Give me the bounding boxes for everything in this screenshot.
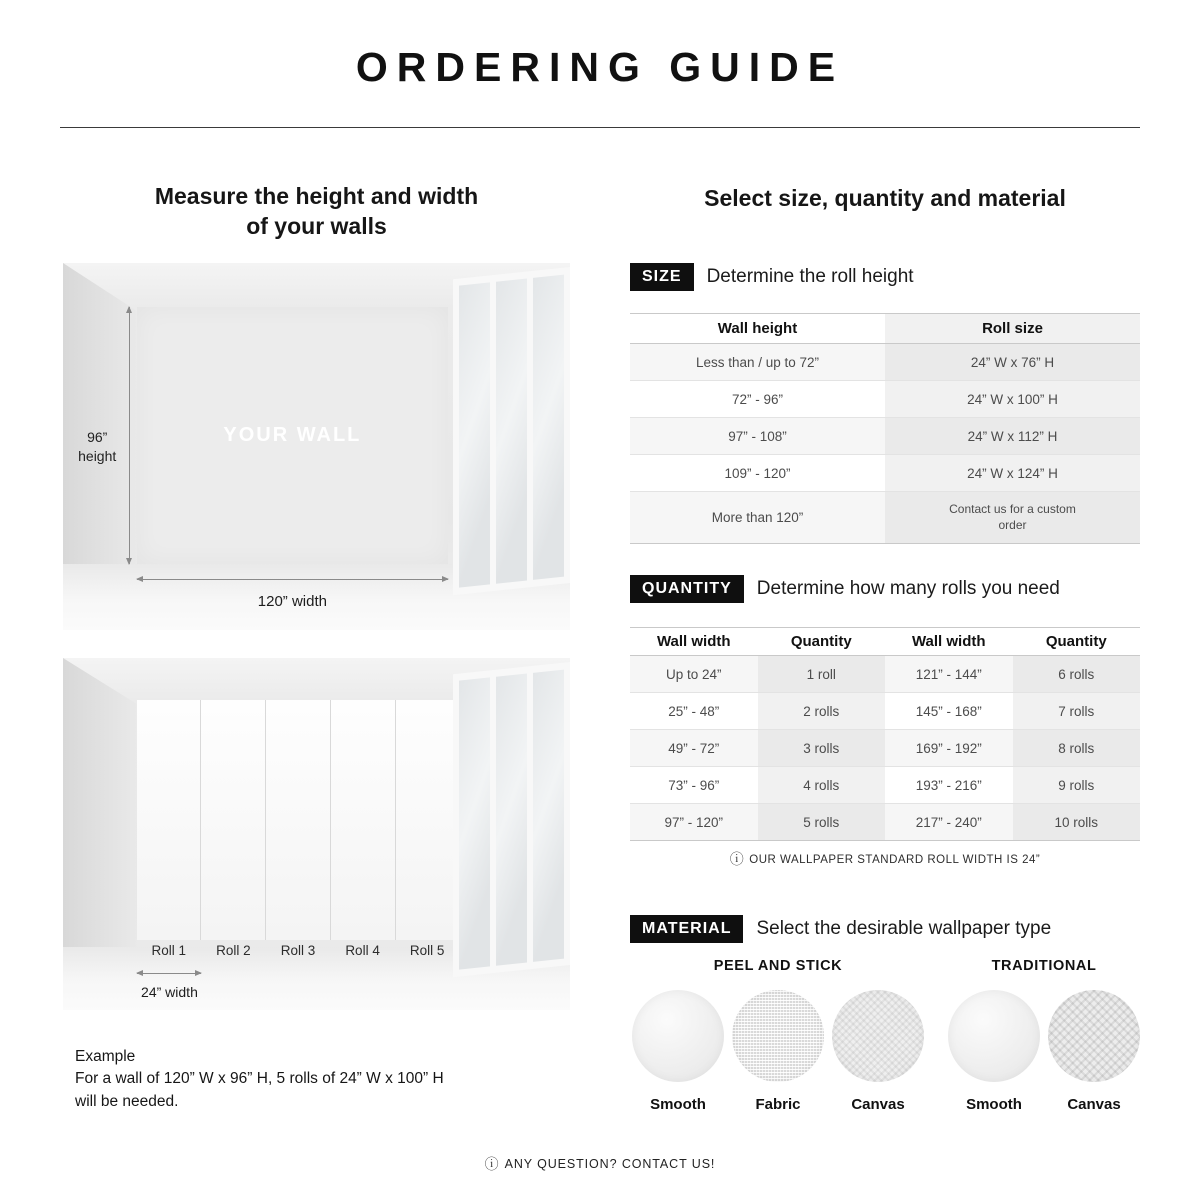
roll-label: Roll 4 [345,943,380,959]
swatch-label: Smooth [966,1096,1022,1113]
smooth-texture-icon [632,990,724,1082]
window-pane [459,677,490,969]
your-wall [137,307,449,564]
window-pane [533,669,564,961]
wallpaper-roll-panels [137,700,460,939]
size-table-row [630,381,1140,418]
size-table-row [630,455,1140,492]
wall-height-value: More than 120” [630,492,885,543]
size-table-row [630,492,1140,544]
wall-height-value: Less than / up to 72” [630,344,885,380]
roll-panel [331,700,396,939]
roll-panel [137,700,202,939]
room-windows [453,267,570,595]
wall-width-value: 193” - 216” [915,777,982,793]
quantity-table [630,627,1140,841]
footer-text: ANY QUESTION? CONTACT US! [504,1157,716,1171]
size-subtitle: Determine the roll height [706,266,914,287]
material-badge: MATERIAL [630,915,743,943]
size-table-row [630,344,1140,381]
roll-panel [201,700,266,939]
measure-heading [63,181,570,242]
standard-roll-width-note [630,849,1140,869]
width-dimension-line [137,579,449,580]
quantity-table-header [630,628,1140,656]
quantity-table-row [630,656,1140,693]
size-table-row [630,418,1140,455]
fabric-texture-icon [732,990,824,1082]
column-header-quantity: Quantity [790,633,852,650]
title-divider [60,127,1140,128]
quantity-table-row [630,730,1140,767]
swatch-smooth [630,990,726,1113]
quantity-value: 8 rolls [1013,730,1141,766]
smooth-texture-icon [948,990,1040,1082]
swatch-fabric [730,990,826,1113]
swatch-label: Canvas [1067,1096,1121,1113]
size-table-header [630,314,1140,344]
quantity-table-row [630,693,1140,730]
roll-label: Roll 5 [409,943,445,959]
select-heading: Select size, quantity and material [704,185,1066,211]
group-title: TRADITIONAL [991,958,1097,974]
room-windows [453,662,570,977]
quantity-value: 4 rolls [758,767,886,803]
example-title: Example [75,1048,136,1065]
column-header-wall-width: Wall width [911,633,986,650]
swatch-label: Fabric [755,1096,801,1113]
material-group-traditional [946,958,1142,1113]
quantity-value: 10 rolls [1013,804,1141,840]
note-text: OUR WALLPAPER STANDARD ROLL WIDTH IS 24” [749,854,1041,866]
quantity-table-row [630,804,1140,841]
canvas-texture-icon [832,990,924,1082]
wall-width-value: 97” - 120” [630,804,758,840]
room-illustration-rolls [63,658,570,1010]
window-pane [533,274,564,579]
wall-width-value: 49” - 72” [630,730,758,766]
roll-size-value: 24” W x 124” H [885,455,1140,491]
height-dimension-label [71,428,124,466]
example-line2: will be needed. [75,1092,179,1110]
roll-panel [396,700,460,939]
quantity-value: 3 rolls [758,730,886,766]
height-value: 96” [87,429,108,446]
wall-width-value: 217” - 240” [885,804,1013,840]
wall-width-value: 169” - 192” [885,730,1013,766]
measure-heading-line1: Measure the height and width [154,183,479,209]
column-header-quantity: Quantity [1045,633,1107,650]
page-title: ORDERING GUIDE [355,44,845,90]
wall-height-value: 109” - 120” [724,465,791,481]
roll-panel [266,700,331,939]
material-section-header [630,915,1051,943]
roll-label: Roll 2 [216,943,251,959]
swatch-label: Canvas [851,1096,905,1113]
wall-width-value: 121” - 144” [885,656,1013,692]
column-header-wall-width: Wall width [656,633,731,650]
column-header-roll-size: Roll size [885,314,1140,343]
window-pane [459,282,490,587]
height-word: height [78,448,117,465]
quantity-badge: QUANTITY [630,575,744,603]
example-line1: For a wall of 120” W x 96” H, 5 rolls of 24” W x 100” H [75,1070,444,1088]
wall-width-value: 25” - 48” [668,703,720,719]
swatch-canvas [830,990,926,1113]
canvas-texture-icon [1048,990,1140,1082]
material-group-peel-and-stick [630,958,926,1113]
swatch-label: Smooth [650,1096,706,1113]
example-text [75,1068,555,1113]
swatch-smooth [946,990,1042,1113]
wall-height-value: 72” - 96” [731,391,784,407]
roll-size-value: 24” W x 100” H [885,381,1140,417]
window-pane [496,278,527,583]
swatch-canvas [1046,990,1142,1113]
size-table [630,313,1140,544]
roll-label: Roll 3 [280,943,316,959]
room-illustration-measure [63,263,570,630]
size-badge: SIZE [630,263,694,291]
quantity-value: 6 rolls [1013,656,1141,692]
material-groups [630,958,1142,1113]
quantity-table-row [630,767,1140,804]
swatch-row [630,990,926,1113]
custom-order-note: Contact us for a custom order [949,502,1076,532]
quantity-value: 7 rolls [1013,693,1141,729]
info-icon: ⓘ [729,851,745,867]
quantity-value: 1 roll [758,656,886,692]
swatch-row [946,990,1142,1113]
roll-width-dimension-label: 24” width [141,983,198,1000]
roll-labels [137,943,460,958]
contact-footer [0,1154,1200,1174]
window-pane [496,673,527,965]
quantity-value: 9 rolls [1013,767,1141,803]
roll-size-value: 24” W x 76” H [885,344,1140,380]
height-dimension-line [129,307,130,564]
wall-width-value: 73” - 96” [668,777,720,793]
width-dimension-label: 120” width [257,593,327,611]
quantity-subtitle: Determine how many rolls you need [756,578,1060,599]
example-note [75,1046,555,1113]
column-header-wall-height: Wall height [717,320,798,337]
info-icon: ⓘ [484,1156,500,1172]
material-subtitle: Select the desirable wallpaper type [756,918,1052,939]
roll-width-dimension-line [137,973,201,974]
roll-size-value [885,492,1140,543]
wall-width-value: 145” - 168” [915,703,982,719]
roll-label: Roll 1 [151,943,187,959]
quantity-value: 2 rolls [758,693,886,729]
size-section-header [630,263,914,291]
quantity-value: 5 rolls [758,804,886,840]
group-title: PEEL AND STICK [713,958,843,974]
roll-size-value: 24” W x 112” H [885,418,1140,454]
quantity-section-header [630,575,1060,603]
wall-width-value: Up to 24” [630,656,758,692]
your-wall-label: YOUR WALL [223,423,362,446]
measure-heading-line2: of your walls [246,213,387,240]
wall-height-value: 97” - 108” [630,418,885,454]
